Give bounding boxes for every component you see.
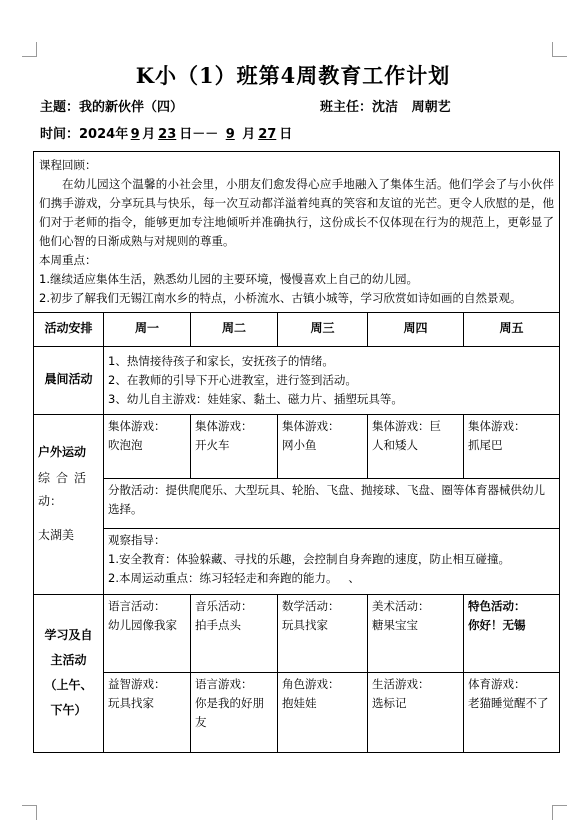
outdoor-games-row (34, 414, 560, 478)
morning-item-2: 2、在教师的引导下开心进教室，进行签到活动。 (108, 372, 357, 387)
activity-type: 益智游戏： (108, 676, 166, 691)
date-separator: 日－－ (179, 127, 219, 142)
activity-type: 美术活动： (372, 598, 430, 613)
game-name: 人和矮人 (372, 437, 418, 452)
study-am-tuesday (191, 594, 278, 672)
study-label-line-4: 下午） (50, 703, 87, 718)
outdoor-game-tuesday (191, 414, 278, 478)
activity-name: 糖果宝宝 (372, 617, 418, 632)
study-pm-tuesday (191, 672, 278, 752)
corner-mark-top-right (552, 42, 567, 57)
morning-content (104, 346, 560, 414)
day-friday: 周五 (464, 312, 560, 346)
activity-type: 语言活动： (108, 598, 166, 613)
observe-item-2: 2.本周运动重点：练习轻轻走和奔跑的能力。 、 (108, 570, 360, 585)
date-end-day: 27 (258, 127, 277, 142)
outdoor-observe-cell (104, 528, 560, 594)
focus-heading: 本周重点： (39, 252, 97, 267)
outdoor-group-activity: 分散活动：提供爬爬乐、大型玩具、轮胎、飞盘、抛接球、飞盘、圈等体育器械供幼儿选择。 (104, 478, 560, 528)
study-label-line-3: （上午、 (44, 678, 93, 693)
review-heading: 课程回顾： (39, 158, 97, 172)
game-name: 吹泡泡 (108, 437, 143, 452)
study-pm-thursday (368, 672, 464, 752)
activity-type: 体育游戏： (468, 676, 526, 691)
outdoor-game-wednesday (278, 414, 368, 478)
teacher-label: 班主任： (320, 100, 373, 115)
activity-type: 数学活动： (282, 598, 340, 613)
game-type: 集体游戏： (195, 418, 253, 433)
day-wednesday: 周三 (278, 312, 368, 346)
theme-line (40, 96, 183, 115)
schedule-header-label: 活动安排 (34, 312, 104, 346)
outdoor-game-thursday (368, 414, 464, 478)
activity-name: 选标记 (372, 695, 407, 710)
course-review-row (34, 152, 560, 313)
date-start-month: 9 (130, 127, 140, 142)
observe-heading: 观察指导： (108, 532, 166, 547)
study-pm-wednesday (278, 672, 368, 752)
activity-type: 音乐活动： (195, 598, 253, 613)
morning-item-1: 1、热情接待孩子和家长，安抚孩子的情绪。 (108, 353, 334, 368)
date-end-month: 9 (225, 127, 235, 142)
date-month-char-2: 月 (242, 127, 256, 142)
study-pm-friday (464, 672, 560, 752)
date-start-day: 23 (158, 127, 177, 142)
game-name: 网小鱼 (282, 437, 317, 452)
activity-name: 你是我的好朋友 (195, 695, 264, 729)
outdoor-label-sub-2: 动： (38, 494, 63, 509)
activity-type: 特色活动： (468, 598, 526, 613)
activity-type: 语言游戏： (195, 676, 253, 691)
game-name: 开火车 (195, 437, 230, 452)
weekly-plan-table (33, 151, 560, 753)
focus-item-2: 2.初步了解我们无锡江南水乡的特点，小桥流水、古镇小城等，学习欣赏如诗如画的自然景观。 (39, 290, 522, 305)
corner-mark-bottom-right (552, 805, 567, 820)
study-am-friday (464, 594, 560, 672)
game-name: 抓尾巴 (468, 437, 503, 452)
outdoor-label-location: 太湖美 (38, 528, 75, 543)
teacher-value: 沈洁 周朝艺 (372, 100, 451, 115)
review-paragraph: 在幼儿园这个温馨的小社会里，小朋友们愈发得心应手地融入了集体生活。他们学会了与小伙伴们携手游戏，分享玩具与快乐，每一次互动都洋溢着纯真的笑容和友谊的光芒。更令人欣慰的是，他们对于老师的指令，能够更加专注地倾听并准确执行，这份成长不仅体现在行为的规范上，更彰显了他们心智的日渐成熟与对规则的尊重。 (39, 176, 555, 248)
teacher-line (320, 96, 451, 115)
outdoor-game-monday (104, 414, 191, 478)
course-review-cell (34, 152, 560, 313)
corner-mark-top-left (22, 42, 37, 57)
study-am-thursday (368, 594, 464, 672)
activity-name: 玩具找家 (108, 695, 154, 710)
focus-item-1: 1.继续适应集体生活，熟悉幼儿园的主要环境，慢慢喜欢上自己的幼儿园。 (39, 271, 418, 286)
date-label: 时间： (40, 127, 80, 142)
theme-label: 主题： (40, 100, 80, 115)
outdoor-label-main: 户外运动 (38, 444, 87, 459)
corner-mark-bottom-left (22, 805, 37, 820)
study-label-line-2: 主活动 (50, 653, 87, 668)
study-pm-monday (104, 672, 191, 752)
activity-name: 拍手点头 (195, 617, 241, 632)
activity-name: 你好！无锡 (468, 617, 526, 632)
morning-row (34, 346, 560, 414)
game-type: 集体游戏： (108, 418, 166, 433)
morning-item-3: 3、幼儿自主游戏：娃娃家、黏土、磁力片、插塑玩具等。 (108, 391, 403, 406)
outdoor-label-cell (34, 414, 104, 594)
game-type: 集体游戏： (282, 418, 340, 433)
outdoor-observe-row (34, 528, 560, 594)
outdoor-label-sub-1: 综合活 (38, 470, 93, 485)
outdoor-group-row (34, 478, 560, 528)
morning-label: 晨间活动 (34, 346, 104, 414)
game-type: 集体游戏： (468, 418, 526, 433)
day-tuesday: 周二 (191, 312, 278, 346)
theme-value: 我的新伙伴（四） (79, 100, 184, 115)
study-am-monday (104, 594, 191, 672)
date-month-char-1: 月 (142, 127, 156, 142)
study-label-line-1: 学习及自 (44, 627, 93, 642)
study-row-2 (34, 672, 560, 752)
activity-name: 抱娃娃 (282, 695, 317, 710)
activity-type: 角色游戏： (282, 676, 340, 691)
schedule-header-row (34, 312, 560, 346)
page-title: K小（1）班第4周教育工作计划 (135, 63, 451, 88)
study-label-cell (34, 594, 104, 752)
day-monday: 周一 (104, 312, 191, 346)
date-year: 2024年 (79, 127, 129, 142)
study-row-1 (34, 594, 560, 672)
study-am-wednesday (278, 594, 368, 672)
game-type: 集体游戏：巨 (372, 418, 441, 433)
activity-type: 生活游戏： (372, 676, 430, 691)
date-day-char: 日 (279, 127, 293, 142)
activity-name: 老猫睡觉醒不了 (468, 695, 549, 710)
date-line (40, 123, 292, 142)
outdoor-game-friday (464, 414, 560, 478)
activity-name: 玩具找家 (282, 617, 328, 632)
day-thursday: 周四 (368, 312, 464, 346)
observe-item-1: 1.安全教育：体验躲藏、寻找的乐趣，会控制自身奔跑的速度，防止相互碰撞。 (108, 551, 510, 566)
activity-name: 幼儿园像我家 (108, 617, 177, 632)
